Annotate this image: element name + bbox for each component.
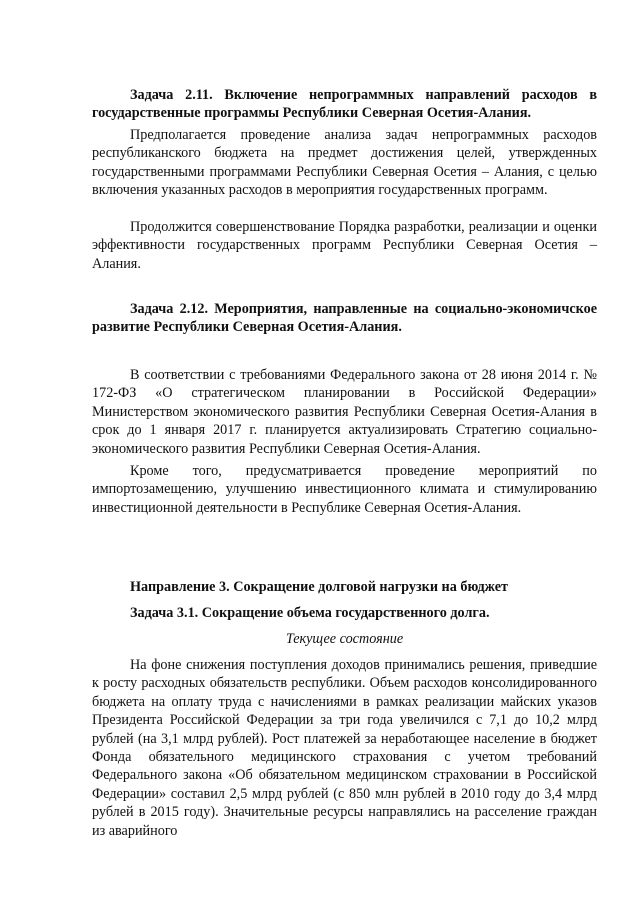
task-2-12-title: Задача 2.12. Мероприятия, направленные на социально-экономичское развитие Республики Северная Осетия-Алания.: [92, 301, 597, 336]
task-2-11-paragraph-1: Предполагается проведение анализа задач непрограммных расходов республиканского бюджета на предмет достижения целей, утвержденных государственными программами Республики Северная Осетия – Алания, с целью включения указанных расходов в мероприятия государственных программ.: [92, 127, 597, 199]
task-2-11-paragraph-2: Продолжится совершенствование Порядка разработки, реализации и оценки эффективности государственных программ Республики Северная Осетия – Алания.: [92, 219, 597, 272]
current-state-subtitle: Текущее состояние: [285, 631, 404, 647]
direction-3-title: Направление 3. Сокращение долговой нагрузки на бюджет: [130, 579, 509, 595]
task-2-12-paragraph-2: Кроме того, предусматривается проведение мероприятий по импортозамещению, улучшению инвестиционного климата и стимулированию инвестиционной деятельности в Республике Северная Осетия-Алания.: [92, 463, 597, 516]
task-2-12-paragraph-1: В соответствии с требованиями Федерального закона от 28 июня 2014 г. № 172-ФЗ «О стратегическом планировании в Российской Федерации» Министерством экономического развития Республики Северная Осетия-Алания в срок до 1 января 2017 г. планируется актуализировать Стратегию социально-экономического развития Республики Северная Осетия-Алания.: [92, 367, 597, 457]
current-state-paragraph: На фоне снижения поступления доходов принимались решения, приведшие к росту расходных обязательств республики. Объем расходов консолидированного бюджета на оплату труда с начислениями в рамках реализации майских указов Президента Российской Федерации за три года увеличился с 7,1 до 10,2 млрд рублей (на 3,1 млрд рублей). Рост платежей за неработающее население в бюджет Фонда обязательного медицинского страхования с учетом требований Федерального закона «Об обязательном медицинском страховании в Российской Федерации» составил 2,5 млрд рублей (с 850 млн рублей в 2010 году до 3,4 млрд рублей в 2015 году). Значительные ресурсы направлялись на расселение граждан из аварийного: [92, 657, 597, 839]
task-2-11-title: Задача 2.11. Включение непрограммных направлений расходов в государственные программы Республики Северная Осетия-Алания.: [92, 87, 597, 122]
task-3-1-title: Задача 3.1. Сокращение объема государственного долга.: [130, 605, 490, 621]
